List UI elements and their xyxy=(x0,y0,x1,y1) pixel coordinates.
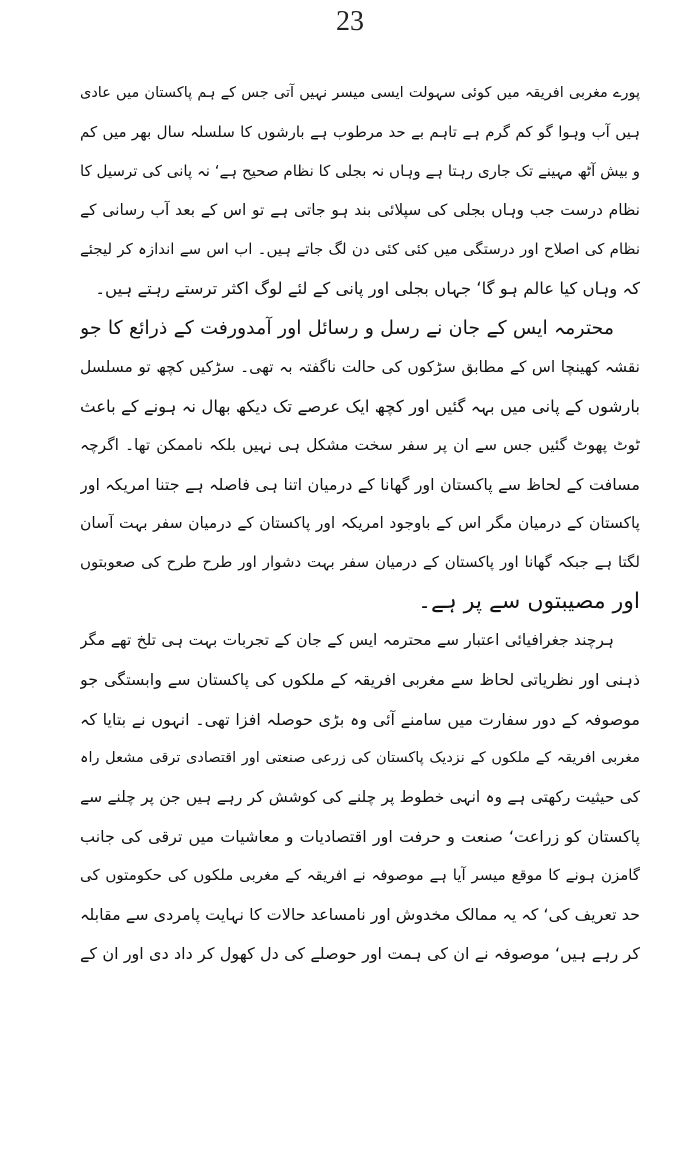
text-line: پاکستان کے درمیان مگر اس کے باوجود امریکہ اور پاکستان کے درمیان سفر بہت آسان xyxy=(80,514,640,533)
text-line: لگتا ہے جبکہ گھانا اور پاکستان کے درمیان سفر بہت دشوار اور طرح طرح کی صعوبتوں xyxy=(80,553,640,572)
text-line: ہرچند جغرافیائی اعتبار سے محترمہ ایس کے جان کے تجربات بہت ہی تلخ تھے مگر xyxy=(80,631,614,650)
text-line: ٹوٹ پھوٹ گئیں جس سے ان پر سفر سخت مشکل ہی نہیں بلکہ ناممکن تھا۔ اگرچہ xyxy=(80,435,640,454)
text-line: نقشہ کھینچا اس کے مطابق سڑکوں کی حالت ناگفتہ بہ تھی۔ سڑکیں کچھ تو مسلسل xyxy=(80,357,640,376)
page-number: 23 xyxy=(336,6,364,37)
text-line: ذہنی اور نظریاتی لحاظ سے مغربی افریقہ کے ملکوں کی پاکستان سے وابستگی جو xyxy=(80,670,640,690)
text-line: مسافت کے لحاظ سے پاکستان اور گھانا کے درمیان اتنا ہی فاصلہ ہے جتنا امریکہ اور xyxy=(80,474,640,494)
text-line: پاکستان کو زراعت‘ صنعت و حرفت اور اقتصادیات و معاشیات میں ترقی کی جانب xyxy=(80,826,640,846)
text-line: گامزن ہونے کا موقع میسر آیا ہے موصوفہ نے افریقہ کے مغربی ملکوں کی حکومتوں کی xyxy=(80,865,640,884)
text-line: حد تعریف کی‘ کہ یہ ممالک مخدوش اور نامساعد حالات کا نہایت پامردی سے مقابلہ xyxy=(80,904,640,924)
text-line: نظام کی اصلاح اور درستگی میں کئی کئی دن لگ جاتے ہیں۔ اب اس سے اندازہ کر لیجئے xyxy=(80,240,640,259)
text-line: اور مصیبتوں سے پر ہے۔ xyxy=(418,589,640,615)
text-line: ہیں آب وہوا گو کم گرم ہے تاہم بے حد مرطوب ہے بارشوں کا سلسلہ سال بھر میں کم xyxy=(80,123,640,142)
text-line: کی حیثیت رکھتی ہے وہ انہی خطوط پر چلنے کی کوشش کر رہے ہیں جن پر چلنے سے xyxy=(80,787,640,806)
text-line: محترمہ ایس کے جان نے رسل و رسائل اور آمدورفت کے ذرائع کا جو xyxy=(80,316,614,339)
text-line: پورے مغربی افریقہ میں کوئی سہولت ایسی میسر نہیں آتی جس کے ہم پاکستان میں عادی xyxy=(80,85,640,101)
text-line: کہ وہاں کیا عالم ہو گا‘ جہاں بجلی اور پانی کے لئے لوگ اکثر ترستے رہتے ہیں۔ xyxy=(95,279,640,299)
body-text xyxy=(80,74,640,973)
text-line: کر رہے ہیں‘ موصوفہ نے ان کی ہمت اور حوصلے کی دل کھول کر داد دی اور ان کے xyxy=(80,944,640,964)
text-line: بارشوں کے پانی میں بہہ گئیں اور کچھ ایک عرصے تک دیکھ بھال نہ ہونے کے باعث xyxy=(80,396,640,416)
text-line: نظام درست جب وہاں بجلی کی سپلائی بند ہو جاتی ہے تو اس کے بعد آب رسانی کے xyxy=(80,201,640,220)
text-line: و بیش آٹھ مہینے تک جاری رہتا ہے وہاں نہ بجلی کا نظام صحیح ہے‘ نہ پانی کی ترسیل کا xyxy=(80,162,640,181)
text-line: مغربی افریقہ کے ملکوں کے نزدیک پاکستان کی زرعی صنعتی اور اقتصادی ترقی مشعل راہ xyxy=(80,749,640,766)
text-line: موصوفہ کے دور سفارت میں سامنے آئی وہ بڑی حوصلہ افزا تھی۔ انہوں نے بتایا کہ xyxy=(80,709,640,729)
